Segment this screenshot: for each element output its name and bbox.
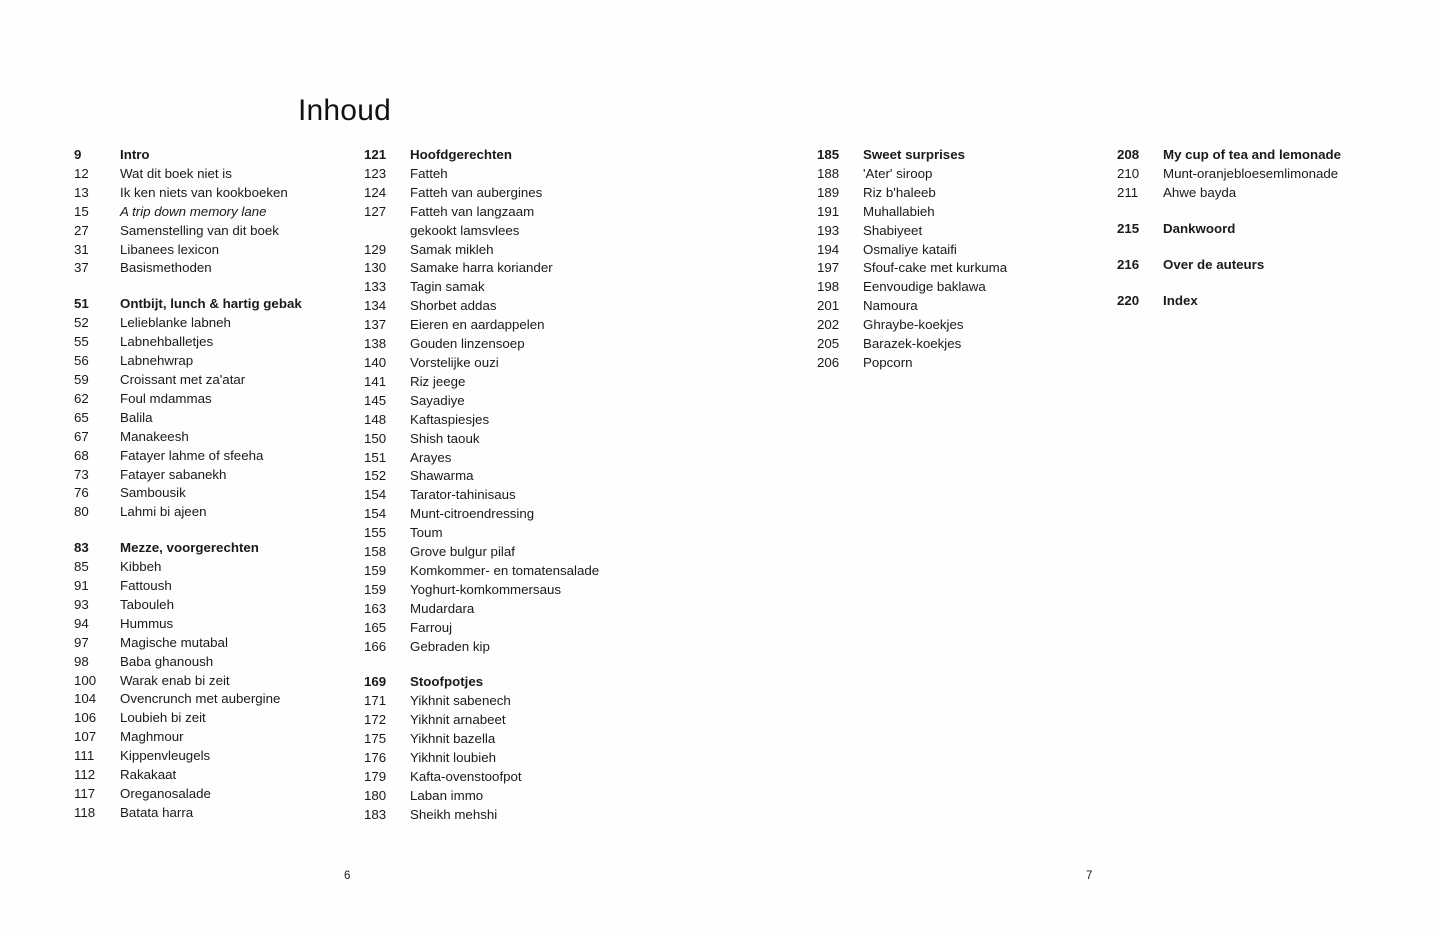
toc-entry-label: Kafta-ovenstoofpot	[410, 769, 522, 784]
toc-entry-label: Popcorn	[863, 354, 913, 370]
toc-group	[364, 673, 724, 824]
toc-entry[interactable]	[364, 203, 724, 222]
toc-entry-label: Warak enab bi zeit	[120, 672, 230, 688]
toc-page-number: 138	[364, 336, 387, 352]
toc-entry-label: Sayadiye	[410, 392, 465, 408]
toc-entry-label: Laban immo	[410, 787, 484, 803]
toc-entry[interactable]	[364, 316, 724, 335]
toc-page-number: 180	[364, 787, 387, 803]
toc-page-number: 104	[74, 691, 97, 707]
toc-entry-label: Grove bulgur pilaf	[410, 544, 515, 560]
toc-entry-label: Munt-oranjebloesemlimonade	[1163, 165, 1339, 181]
toc-entry[interactable]	[817, 354, 1117, 373]
toc-entry-label: Samenstelling van dit boek	[120, 222, 279, 238]
toc-page-number: 13	[74, 184, 89, 200]
toc-entry[interactable]	[364, 524, 724, 543]
toc-entry[interactable]	[817, 316, 1117, 335]
toc-entry-label: Barazek-koekjes	[863, 336, 962, 352]
toc-page-number: 134	[364, 298, 387, 314]
toc-page-number: 166	[364, 638, 387, 654]
toc-entry[interactable]	[364, 449, 724, 468]
toc-page-number: 148	[364, 411, 387, 427]
toc-entry-label: Baba ghanoush	[120, 653, 214, 669]
folio-left: 6	[344, 870, 351, 882]
toc-entry[interactable]	[364, 581, 724, 600]
toc-entry	[364, 222, 724, 241]
toc-page-number: 140	[364, 354, 387, 370]
toc-entry-label: Mudardara	[410, 600, 475, 616]
toc-page-number: 194	[817, 241, 840, 257]
toc-section-label: Sweet surprises	[863, 147, 965, 162]
toc-entry-label: Riz jeege	[410, 373, 466, 389]
toc-entry[interactable]	[364, 297, 724, 316]
toc-page-number: 202	[817, 317, 840, 333]
toc-entry[interactable]	[817, 335, 1117, 354]
toc-group	[74, 146, 364, 278]
toc-entry[interactable]	[74, 577, 364, 596]
toc-entry-label: Sheikh mehshi	[410, 806, 498, 822]
toc-entry-label: Fatayer lahme of sfeeha	[120, 447, 264, 463]
toc-entry[interactable]	[364, 259, 724, 278]
toc-group	[817, 146, 1117, 373]
toc-page-number: 123	[364, 165, 387, 181]
toc-page-number: 179	[364, 769, 387, 784]
toc-entry-label: Fattoush	[120, 578, 172, 594]
toc-group	[1117, 256, 1417, 275]
toc-entry-label: Ghraybe-koekjes	[863, 317, 964, 333]
toc-section-heading[interactable]	[74, 539, 364, 558]
toc-entry-label: Wat dit boek niet is	[120, 165, 232, 181]
toc-entry[interactable]	[74, 747, 364, 766]
toc-page-number: 91	[74, 578, 89, 594]
toc-page-number: 121	[364, 147, 387, 162]
toc-entry[interactable]	[817, 222, 1117, 241]
toc-entry-label: Tabouleh	[120, 596, 174, 612]
toc-page-number: 15	[74, 203, 89, 219]
toc-entry[interactable]	[364, 392, 724, 411]
toc-page-number: 93	[74, 596, 89, 612]
toc-page-number: 94	[74, 615, 89, 631]
toc-entry[interactable]	[364, 241, 724, 260]
toc-page-number: 52	[74, 315, 89, 331]
toc-entry-label: Namoura	[863, 298, 918, 314]
toc-entry[interactable]	[74, 709, 364, 728]
toc-entry[interactable]	[74, 766, 364, 785]
toc-columns	[74, 146, 1374, 825]
toc-entry-label: Eenvoudige baklawa	[863, 279, 986, 295]
toc-entry[interactable]	[364, 787, 724, 806]
folio-right: 7	[1086, 870, 1093, 882]
toc-page-number: 205	[817, 336, 840, 352]
toc-section-label: Ontbijt, lunch & hartig gebak	[120, 296, 302, 312]
toc-section-label: Stoofpotjes	[410, 674, 484, 690]
toc-page-number: 188	[817, 165, 840, 181]
toc-entry[interactable]	[364, 749, 724, 768]
toc-entry-label: Sambousik	[120, 485, 186, 501]
toc-entry[interactable]	[74, 672, 364, 691]
toc-page-number: 27	[74, 222, 89, 238]
toc-entry-label: Farrouj	[410, 619, 453, 635]
toc-entry[interactable]	[817, 297, 1117, 316]
toc-entry[interactable]	[817, 165, 1117, 184]
toc-entry[interactable]	[364, 806, 724, 825]
toc-section-label: Over de auteurs	[1163, 256, 1265, 272]
toc-entry[interactable]	[1117, 184, 1417, 203]
toc-page-number: 80	[74, 504, 89, 520]
toc-entry[interactable]	[817, 203, 1117, 222]
toc-entry[interactable]	[364, 505, 724, 524]
toc-page-number: 176	[364, 750, 387, 766]
toc-page-number: 198	[817, 279, 840, 295]
toc-entry-label: Kippenvleugels	[120, 748, 211, 764]
toc-entry-label: Shawarma	[410, 468, 474, 484]
toc-page-number: 97	[74, 634, 89, 650]
toc-entry-label: Manakeesh	[120, 428, 189, 444]
toc-entry-label: Osmaliye kataifi	[863, 241, 957, 257]
toc-entry[interactable]	[74, 241, 364, 260]
toc-page-number: 141	[364, 373, 387, 389]
toc-section-heading[interactable]	[74, 146, 364, 165]
toc-entry[interactable]	[74, 653, 364, 672]
toc-entry-label: Komkommer- en tomatensalade	[410, 562, 600, 578]
toc-section-heading[interactable]	[1117, 256, 1417, 275]
toc-entry-label: Yikhnit arnabeet	[410, 712, 506, 728]
toc-page-number: 215	[1117, 220, 1140, 236]
toc-entry-label: Labnehballetjes	[120, 334, 214, 350]
toc-entry[interactable]	[74, 184, 364, 203]
toc-entry[interactable]	[364, 184, 724, 203]
toc-page-number: 106	[74, 710, 97, 726]
toc-entry[interactable]	[74, 314, 364, 333]
toc-page-number: 124	[364, 184, 387, 200]
toc-page-number: 111	[74, 748, 95, 764]
toc-section-heading[interactable]	[74, 295, 364, 314]
toc-entry[interactable]	[364, 335, 724, 354]
toc-section-label: Dankwoord	[1163, 220, 1236, 236]
toc-column-3	[817, 146, 1117, 825]
toc-entry-label: Labnehwrap	[120, 353, 194, 369]
toc-entry-label: Toum	[410, 525, 443, 541]
toc-entry[interactable]	[74, 804, 364, 823]
toc-entry[interactable]	[74, 203, 364, 222]
toc-entry[interactable]	[74, 558, 364, 577]
toc-page-number: 152	[364, 468, 387, 484]
toc-page-number: 220	[1117, 292, 1140, 308]
toc-page-number: 98	[74, 653, 89, 669]
toc-entry-label: Eieren en aardappelen	[410, 317, 545, 333]
toc-entry[interactable]	[74, 409, 364, 428]
toc-section-label: Hoofdgerechten	[410, 147, 512, 162]
toc-entry-label: Libanees lexicon	[120, 241, 220, 257]
toc-page-number: 172	[364, 712, 387, 728]
toc-page-number: 171	[364, 693, 387, 709]
toc-entry-label: Balila	[120, 409, 153, 425]
toc-entry-label: Tagin samak	[410, 279, 485, 295]
toc-entry[interactable]	[74, 259, 364, 278]
toc-entry-label: Fatteh van aubergines	[410, 184, 543, 200]
toc-page-number: 197	[817, 260, 840, 276]
toc-entry-label: Ahwe bayda	[1163, 184, 1237, 200]
toc-section-label: Index	[1163, 292, 1198, 308]
toc-entry[interactable]	[364, 619, 724, 638]
toc-entry-label: Maghmour	[120, 729, 184, 745]
toc-section-label: Intro	[120, 147, 150, 162]
toc-page-number: 211	[1117, 184, 1139, 200]
toc-page-number: 193	[817, 222, 840, 238]
toc-entry[interactable]	[74, 333, 364, 352]
toc-entry-label: 'Ater' siroop	[863, 165, 933, 181]
toc-entry[interactable]	[74, 428, 364, 447]
toc-page-number: 183	[364, 806, 387, 822]
toc-page-number: 165	[364, 619, 387, 635]
toc-entry-label: Arayes	[410, 449, 452, 465]
toc-section-label: My cup of tea and lemonade	[1163, 147, 1342, 162]
toc-entry[interactable]	[364, 278, 724, 297]
toc-page-number: 67	[74, 428, 89, 444]
toc-entry-label: Batata harra	[120, 804, 194, 820]
toc-entry-label: Munt-citroendressing	[410, 506, 535, 522]
toc-entry-label: Muhallabieh	[863, 203, 935, 219]
toc-entry-label: Yikhnit bazella	[410, 731, 496, 747]
toc-page-number: 12	[74, 165, 89, 181]
toc-page-number: 76	[74, 485, 89, 501]
toc-entry[interactable]	[74, 484, 364, 503]
toc-entry-label: Fatteh	[410, 165, 448, 181]
toc-entry[interactable]	[74, 352, 364, 371]
toc-page-number: 159	[364, 562, 387, 578]
toc-entry-label: Yikhnit loubieh	[410, 750, 496, 766]
toc-entry-label: Yikhnit sabenech	[410, 693, 511, 709]
toc-entry[interactable]	[364, 562, 724, 581]
toc-section-heading[interactable]	[364, 673, 724, 692]
toc-section-heading[interactable]	[1117, 292, 1417, 311]
toc-entry[interactable]	[74, 165, 364, 184]
toc-page-number: 158	[364, 544, 387, 560]
toc-entry[interactable]	[364, 730, 724, 749]
toc-entry-label: Shish taouk	[410, 430, 480, 446]
toc-entry[interactable]	[817, 259, 1117, 278]
toc-group	[364, 146, 724, 656]
toc-entry[interactable]	[74, 447, 364, 466]
toc-page-number: 55	[74, 334, 89, 350]
toc-section-heading[interactable]	[1117, 146, 1417, 165]
toc-page-number: 100	[74, 672, 97, 688]
toc-entry-label: Ovencrunch met aubergine	[120, 691, 281, 707]
toc-entry[interactable]	[364, 638, 724, 657]
toc-page-number: 137	[364, 317, 387, 333]
toc-group	[74, 295, 364, 522]
toc-entry-label: Tarator-tahinisaus	[410, 487, 516, 503]
toc-page-number: 151	[364, 449, 387, 465]
toc-page-number: 62	[74, 390, 89, 406]
toc-page-number: 107	[74, 729, 97, 745]
toc-entry-label: Kaftaspiesjes	[410, 411, 490, 427]
toc-entry[interactable]	[364, 373, 724, 392]
toc-page-number: 117	[74, 786, 96, 801]
toc-entry[interactable]	[364, 600, 724, 619]
toc-page-number: 185	[817, 147, 840, 162]
toc-page-number: 201	[817, 298, 840, 314]
toc-page-number: 118	[74, 804, 96, 820]
toc-entry-label: Magische mutabal	[120, 634, 228, 650]
toc-page-number: 210	[1117, 165, 1140, 181]
toc-page-number: 37	[74, 260, 89, 276]
toc-page-number: 154	[364, 487, 387, 503]
toc-entry-label: Gouden linzensoep	[410, 336, 525, 352]
toc-page-number: 145	[364, 392, 387, 408]
toc-page-number: 206	[817, 354, 840, 370]
toc-column-4	[1117, 146, 1417, 825]
toc-page-number: 155	[364, 525, 387, 541]
toc-entry[interactable]	[364, 354, 724, 373]
toc-page-number: 73	[74, 466, 89, 482]
toc-page-number: 175	[364, 731, 387, 747]
toc-group	[1117, 146, 1417, 203]
toc-page-number: 83	[74, 540, 89, 556]
toc-entry[interactable]	[364, 467, 724, 486]
toc-entry-label: Samake harra koriander	[410, 260, 553, 276]
toc-group	[1117, 292, 1417, 311]
toc-page-number: 65	[74, 409, 89, 425]
toc-entry[interactable]	[1117, 165, 1417, 184]
toc-section-heading[interactable]	[817, 146, 1117, 165]
toc-page-number: 9	[74, 147, 82, 162]
toc-entry-label: Vorstelijke ouzi	[410, 354, 499, 370]
toc-entry[interactable]	[364, 411, 724, 430]
toc-entry-label: Basismethoden	[120, 260, 212, 276]
toc-entry-label: Kibbeh	[120, 559, 162, 575]
toc-page-number: 163	[364, 600, 387, 616]
toc-page-number: 31	[74, 241, 89, 257]
toc-column-2	[364, 146, 724, 825]
toc-page-number: 127	[364, 203, 387, 219]
toc-entry-label: A trip down memory lane	[120, 203, 267, 219]
toc-entry-label: Hummus	[120, 615, 174, 631]
toc-entry[interactable]	[364, 543, 724, 562]
toc-page-number: 189	[817, 184, 840, 200]
toc-page-number: 159	[364, 581, 387, 597]
toc-section-label: Mezze, voorgerechten	[120, 540, 259, 556]
toc-page-number: 59	[74, 371, 89, 387]
toc-entry-label: Shorbet addas	[410, 298, 497, 314]
toc-entry[interactable]	[74, 503, 364, 522]
toc-entry-label: Ik ken niets van kookboeken	[120, 184, 288, 200]
toc-entry-label: Oreganosalade	[120, 786, 211, 801]
toc-entry-label: Foul mdammas	[120, 390, 212, 406]
toc-entry-label: gekookt lamsvlees	[410, 222, 520, 238]
toc-entry[interactable]	[364, 711, 724, 730]
toc-page-number: 191	[817, 203, 840, 219]
toc-entry-label: Fatteh van langzaam	[410, 203, 535, 219]
toc-entry-label: Rakakaat	[120, 767, 177, 783]
toc-entry[interactable]	[74, 222, 364, 241]
toc-page-number: 56	[74, 353, 89, 369]
toc-entry-label: Samak mikleh	[410, 241, 494, 257]
toc-entry-label: Yoghurt-komkommersaus	[410, 581, 562, 597]
toc-entry[interactable]	[364, 692, 724, 711]
toc-page-number: 216	[1117, 256, 1140, 272]
toc-entry[interactable]	[364, 486, 724, 505]
toc-entry-label: Fatayer sabanekh	[120, 466, 227, 482]
toc-entry[interactable]	[74, 634, 364, 653]
toc-page-number: 68	[74, 447, 89, 463]
toc-entry[interactable]	[74, 785, 364, 804]
toc-entry[interactable]	[817, 241, 1117, 260]
toc-entry-label: Lahmi bi ajeen	[120, 504, 207, 520]
toc-entry-label: Riz b'haleeb	[863, 184, 936, 200]
toc-entry[interactable]	[817, 184, 1117, 203]
toc-group	[74, 539, 364, 823]
page-title: Inhoud	[298, 94, 391, 128]
toc-page-number: 112	[74, 767, 96, 783]
toc-page-number: 208	[1117, 147, 1140, 162]
toc-entry-label: Gebraden kip	[410, 638, 490, 654]
toc-entry[interactable]	[74, 615, 364, 634]
toc-page-number: 169	[364, 674, 387, 690]
toc-section-heading[interactable]	[1117, 220, 1417, 239]
toc-page-number: 130	[364, 260, 387, 276]
toc-column-1	[74, 146, 364, 825]
toc-section-heading[interactable]	[364, 146, 724, 165]
toc-page-number: 133	[364, 279, 387, 295]
toc-entry-label: Loubieh bi zeit	[120, 710, 206, 726]
toc-page-number: 51	[74, 296, 89, 312]
toc-entry-label: Lelieblanke labneh	[120, 315, 231, 331]
toc-page-number: 129	[364, 241, 387, 257]
toc-entry[interactable]	[74, 690, 364, 709]
toc-group	[1117, 220, 1417, 239]
toc-page-number: 154	[364, 506, 387, 522]
toc-page-number: 85	[74, 559, 89, 575]
toc-page-number: 150	[364, 430, 387, 446]
toc-entry[interactable]	[74, 466, 364, 485]
toc-entry[interactable]	[364, 768, 724, 787]
toc-entry[interactable]	[74, 596, 364, 615]
toc-entry[interactable]	[74, 390, 364, 409]
toc-entry[interactable]	[817, 278, 1117, 297]
toc-entry-label: Shabiyeet	[863, 222, 923, 238]
toc-entry-label: Sfouf-cake met kurkuma	[863, 260, 1008, 276]
toc-entry[interactable]	[364, 430, 724, 449]
toc-entry[interactable]	[74, 728, 364, 747]
toc-entry[interactable]	[74, 371, 364, 390]
toc-entry[interactable]	[364, 165, 724, 184]
toc-entry-label: Croissant met za'atar	[120, 371, 246, 387]
